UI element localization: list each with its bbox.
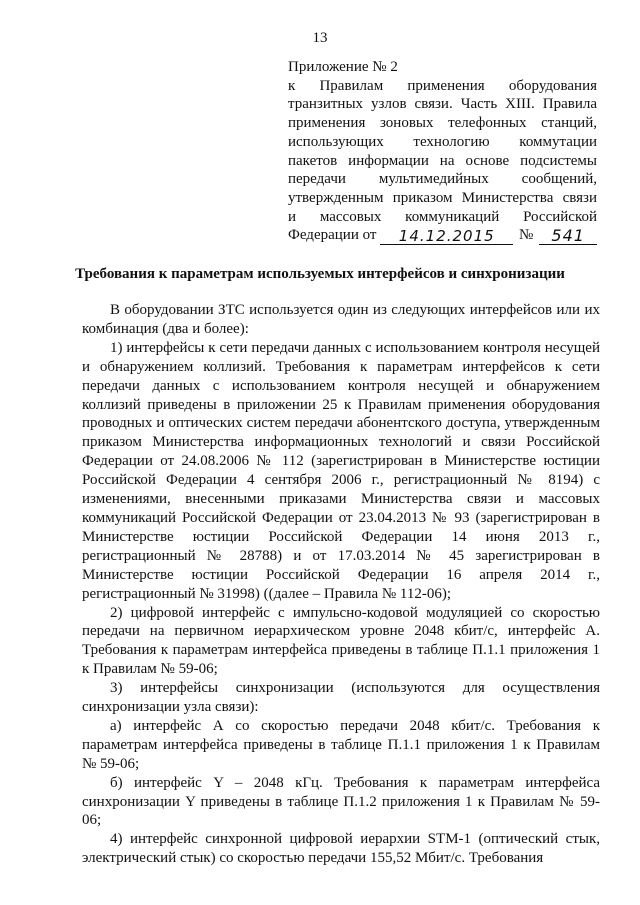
handwritten-date: 14.12.2015 [380,228,513,245]
appendix-title: Приложение № 2 [288,59,398,75]
appendix-line: передачи мультимедийных сообщений, [288,171,597,188]
paragraph-item-2: 2) цифровой интерфейс с импульсно-кодовой модуляцией со скоростью передачи на первичном иерархическом уровне 2048 кбит/с, интерфейс А. Требования к параметрам интерфейса приведены в таблице П.1.1 приложения 1 к Правилам № 59-06; [82,604,600,678]
appendix-line: транзитных узлов связи. Часть XIII. Правила [288,96,597,113]
paragraph-intro: В оборудовании ЗТС используется один из следующих интерфейсов или их комбинация (два и более): [82,302,600,337]
appendix-line: пакетов информации на основе подсистемы [288,152,597,169]
paragraph-item-3b: б) интерфейс Y – 2048 кГц. Требования к параметрам интерфейса синхронизации Y приведены в таблице П.1.2 приложения 1 к Правилам № 59-06; [82,774,600,829]
paragraph-item-3: 3) интерфейсы синхронизации (используются для осуществления синхронизации узла связи): [82,680,600,716]
appendix-date-line [288,226,597,245]
page-number: 13 [312,30,328,46]
appendix-line: применения зоновых телефонных станций, [288,115,597,132]
number-label: № [519,227,534,244]
appendix-header [288,58,597,245]
paragraph-item-4: 4) интерфейс синхронной цифровой иерархии STM-1 (оптический стык, электрический стык) со скоростью передачи 155,52 Мбит/с. Требования [82,831,600,867]
paragraph-item-3a: а) интерфейс А со скоростью передачи 2048 кбит/с. Требования к параметрам интерфейса приведены в таблице П.1.1 приложения 1 к Правилам № 59-06; [82,717,600,772]
appendix-line: к Правилам применения оборудования [288,77,597,94]
body-text [82,301,600,868]
section-heading: Требования к параметрам используемых интерфейсов и синхронизации [75,266,565,282]
appendix-line: использующих технологию коммутации [288,133,597,150]
paragraph-item-1: 1) интерфейсы к сети передачи данных с использованием контроля несущей и обнаружением коллизий. Требования к параметрам интерфейсов к сети передачи данных с использованием контроля несущей и обнаружением коллизий приведены в приложении 25 к Правилам применения оборудования проводных и оптических систем передачи абонентского доступа, утвержденным приказом Министерства информационных технологий и связи Российской Федерации от 24.08.2006 № 112 (зарегистрирован в Министерстве юстиции Российской Федерации 4 сентября 2006 г., регистрационный № 8194) с изменениями, внесенными приказами Министерства связи и массовых коммуникаций Российской Федерации от 23.04.2013 № 93 (зарегистрирован в Министерстве юстиции Российской Федерации 14 июня 2013 г., регистрационный № 28788) и от 17.03.2014 № 45 зарегистрирован в Министерстве юстиции Российской Федерации 16 апреля 2014 г., регистрационный № 31998) ((далее – Правила № 112-06); [82,339,600,602]
date-label: Федерации от [288,227,377,244]
appendix-body [288,77,597,227]
handwritten-number: 541 [539,228,597,245]
appendix-line: утвержденным приказом Министерства связи [288,189,597,206]
appendix-line: и массовых коммуникаций Российской [288,208,597,225]
